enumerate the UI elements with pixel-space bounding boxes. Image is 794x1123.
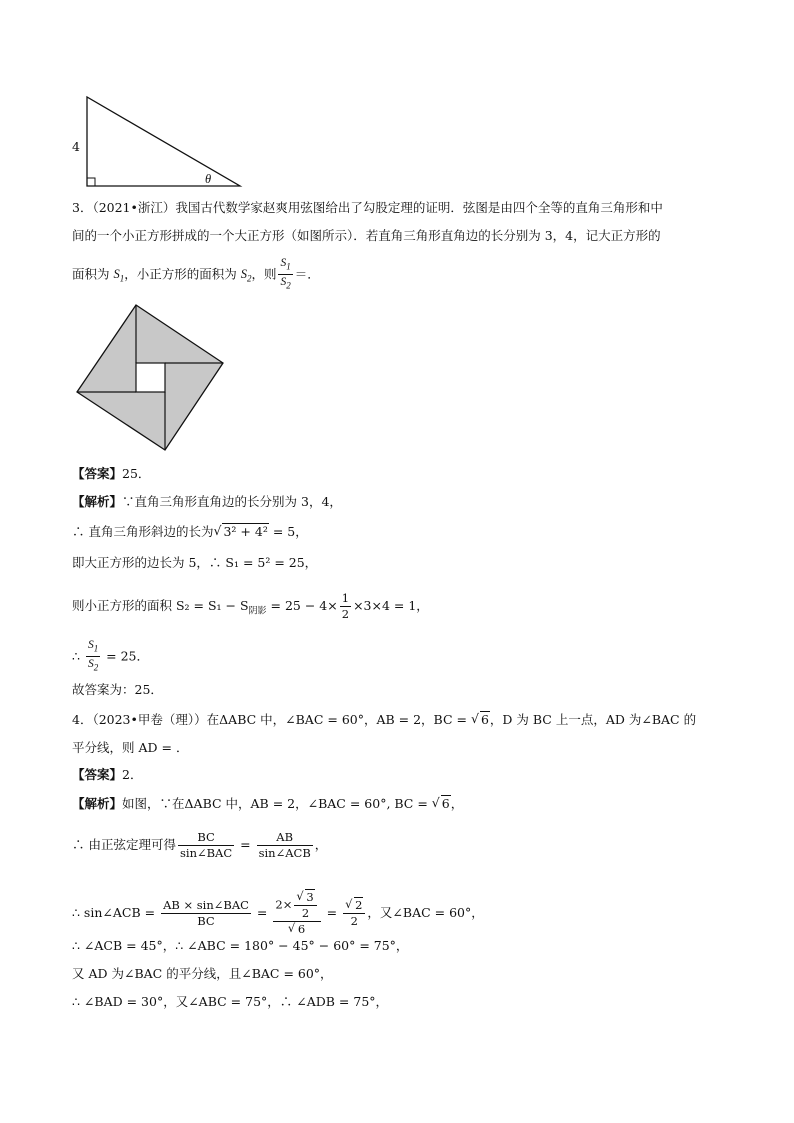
q4-analysis-4: ∴ ∠ACB = 45°，∴ ∠ABC = 180° − 45° − 60° = 75°， [72,938,409,953]
q4-line2: 平分线，则 AD = ． [72,740,189,755]
string-diagram-figure [0,0,794,500]
q3-analysis-5: ∴ $\frac{S_1}{S_2}$ = 25． [72,639,150,673]
q4-analysis-6: ∴ ∠BAD = 30°，又∠ABC = 75°，∴ ∠ADB = 75°， [72,994,389,1009]
q3-line3: 面积为 $S_1$，小正方形的面积为 $S_2$，则 $\frac{S_1}{S_2}$ ＝． [72,257,320,291]
q3-line2: 间的一个小正方形拼成的一个大正方形（如图所示）．若直角三角形直角边的长分别为 3，4，记大正方形的 [72,228,661,243]
q3-conclusion: 故答案为：25． [72,682,163,697]
q4-analysis-5: 又 AD 为∠BAC 的平分线，且∠BAC = 60°， [72,966,333,981]
q4-analysis-2: ∴ 由正弦定理可得 $\frac{BC}{\text{sin∠BAC}}$ = $\frac{AB}{\text{sin∠ACB}}$ ， [72,830,328,860]
q4-answer: 【答案】2． [72,767,143,782]
q4-analysis-1: 【解析】如图，∵在ΔABC 中，AB = 2，∠BAC = 60°, BC = √ 6， [72,794,463,814]
q4-analysis-3: ∴ sin∠ACB = $\frac{\text{AB × sin∠BAC}}{BC}$ = 2× √ $\frac{3}{2}$ √ 6 = √ $\frac{2}{2}$ ，又∠BAC = 60°， [72,890,484,937]
q3-line1: 3．（2021•浙江）我国古代数学家赵爽用弦图给出了勾股定理的证明．弦图是由四个全等的直角三角形和中 [72,200,663,215]
q3-analysis-2: ∴ 直角三角形斜边的长为√ 3² + 4² = 5， [72,522,308,542]
triangle-angle-label: θ [205,172,212,186]
q3-analysis-1: 【解析】∵直角三角形直角边的长分别为 3，4， [72,494,342,509]
q3-analysis-3: 即大正方形的边长为 5，∴ S₁ = 5² = 25， [72,555,318,570]
q3-analysis-4: 则小正方形的面积 $S_2 = S_1 - S_{阴影} = 25 - 4\times$ $\frac{1}{2}$ ×3×4 = 1， [72,591,429,621]
triangle-side-label: 4 [72,139,80,154]
q4-line1: 4．（2023•甲卷（理））在ΔABC 中，∠BAC = 60°，AB = 2，BC = √ 6，D 为 BC 上一点，AD 为∠BAC 的 [72,710,696,730]
q3-answer: 【答案】25． [72,466,151,481]
